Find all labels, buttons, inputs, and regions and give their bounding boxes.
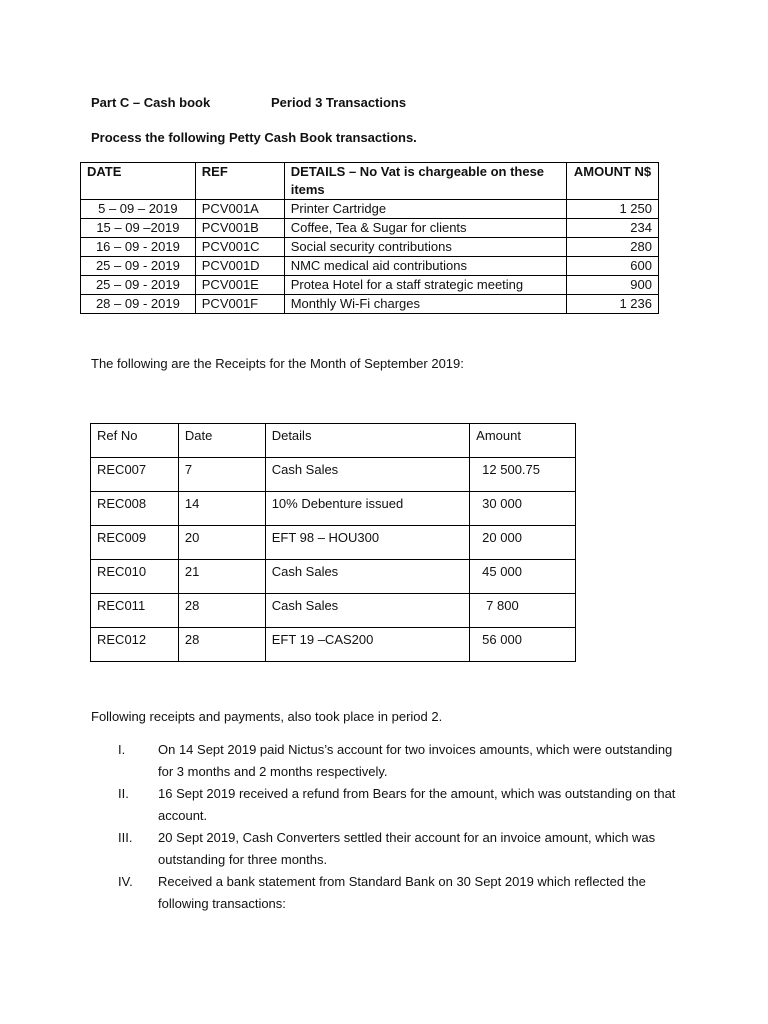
- cell-date: 20: [178, 526, 265, 560]
- header-amount: Amount: [470, 424, 576, 458]
- cell-amount: 1 236: [567, 295, 659, 314]
- cell-date: 28 – 09 - 2019: [81, 295, 196, 314]
- list-item: [90, 871, 690, 915]
- cell-ref: PCV001A: [195, 200, 284, 219]
- header-ref: REF: [195, 163, 284, 200]
- list-number: IV.: [118, 874, 133, 889]
- cell-details: Cash Sales: [265, 594, 469, 628]
- period-title: Period 3 Transactions: [271, 95, 407, 110]
- cell-ref: PCV001B: [195, 219, 284, 238]
- cell-ref: REC010: [91, 560, 179, 594]
- cell-amount: 280: [567, 238, 659, 257]
- cell-details: NMC medical aid contributions: [284, 257, 566, 276]
- header-date: DATE: [81, 163, 196, 200]
- cell-details: Coffee, Tea & Sugar for clients: [284, 219, 566, 238]
- cell-amount: 600: [567, 257, 659, 276]
- cell-ref: REC009: [91, 526, 179, 560]
- cell-amount: 234: [567, 219, 659, 238]
- cell-ref: PCV001E: [195, 276, 284, 295]
- list-item: [90, 827, 690, 871]
- cell-amount: 20 000: [470, 526, 576, 560]
- cell-ref: REC012: [91, 628, 179, 662]
- list-text: 16 Sept 2019 received a refund from Bears for the amount, which was outstanding on that account.: [158, 786, 676, 823]
- cell-amount: 900: [567, 276, 659, 295]
- receipts-intro: The following are the Receipts for the Month of September 2019:: [91, 356, 464, 371]
- cell-ref: REC007: [91, 458, 179, 492]
- header-ref-no: Ref No: [91, 424, 179, 458]
- header-details: Details: [265, 424, 469, 458]
- cell-details: Printer Cartridge: [284, 200, 566, 219]
- cell-details: EFT 98 – HOU300: [265, 526, 469, 560]
- cell-ref: PCV001F: [195, 295, 284, 314]
- table-row: [81, 276, 659, 295]
- header-details: DETAILS – No Vat is chargeable on these items: [284, 163, 566, 200]
- list-item: [90, 783, 690, 827]
- cell-date: 28: [178, 628, 265, 662]
- cell-details: Monthly Wi-Fi charges: [284, 295, 566, 314]
- cell-ref: PCV001D: [195, 257, 284, 276]
- cell-ref: PCV001C: [195, 238, 284, 257]
- cell-amount: 56 000: [470, 628, 576, 662]
- cell-date: 21: [178, 560, 265, 594]
- cell-ref: REC011: [91, 594, 179, 628]
- following-intro: Following receipts and payments, also took place in period 2.: [91, 709, 443, 724]
- cell-date: 25 – 09 - 2019: [81, 276, 196, 295]
- table-row: [91, 560, 576, 594]
- table-row: [91, 492, 576, 526]
- cell-details: Cash Sales: [265, 560, 469, 594]
- instruction-text: Process the following Petty Cash Book transactions.: [91, 130, 417, 145]
- list-text: On 14 Sept 2019 paid Nictus’s account for two invoices amounts, which were outstanding for 3 months and 2 months respectively.: [158, 742, 673, 779]
- table-row: [81, 295, 659, 314]
- cell-date: 5 – 09 – 2019: [81, 200, 196, 219]
- header-date: Date: [178, 424, 265, 458]
- header-amount: AMOUNT N$: [567, 163, 659, 200]
- list-item: [90, 739, 690, 783]
- table-header-row: [91, 424, 576, 458]
- table-header-row: [81, 163, 659, 200]
- table-row: [81, 257, 659, 276]
- cell-details: 10% Debenture issued: [265, 492, 469, 526]
- cell-amount: 45 000: [470, 560, 576, 594]
- cell-date: 16 – 09 - 2019: [81, 238, 196, 257]
- table-row: [81, 200, 659, 219]
- cell-details: Protea Hotel for a staff strategic meeting: [284, 276, 566, 295]
- list-number: II.: [118, 786, 129, 801]
- table-row: [91, 628, 576, 662]
- cell-details: Cash Sales: [265, 458, 469, 492]
- table-row: [91, 526, 576, 560]
- table-row: [81, 219, 659, 238]
- receipts-table: [90, 423, 576, 662]
- part-title: Part C – Cash book: [91, 95, 211, 110]
- table-row: [91, 458, 576, 492]
- list-number: III.: [118, 830, 133, 845]
- cell-date: 7: [178, 458, 265, 492]
- cell-details: EFT 19 –CAS200: [265, 628, 469, 662]
- cell-details: Social security contributions: [284, 238, 566, 257]
- list-text: 20 Sept 2019, Cash Converters settled their account for an invoice amount, which was outstanding for three months.: [158, 830, 656, 867]
- cell-amount: 12 500.75: [470, 458, 576, 492]
- cell-amount: 7 800: [470, 594, 576, 628]
- table-row: [81, 238, 659, 257]
- cell-ref: REC008: [91, 492, 179, 526]
- transactions-list: [90, 739, 690, 915]
- cell-date: 25 – 09 - 2019: [81, 257, 196, 276]
- petty-cash-table: [80, 162, 659, 314]
- table-row: [91, 594, 576, 628]
- cell-amount: 1 250: [567, 200, 659, 219]
- cell-date: 15 – 09 –2019: [81, 219, 196, 238]
- list-text: Received a bank statement from Standard Bank on 30 Sept 2019 which reflected the following transactions:: [158, 874, 646, 911]
- cell-amount: 30 000: [470, 492, 576, 526]
- cell-date: 14: [178, 492, 265, 526]
- cell-date: 28: [178, 594, 265, 628]
- list-number: I.: [118, 742, 126, 757]
